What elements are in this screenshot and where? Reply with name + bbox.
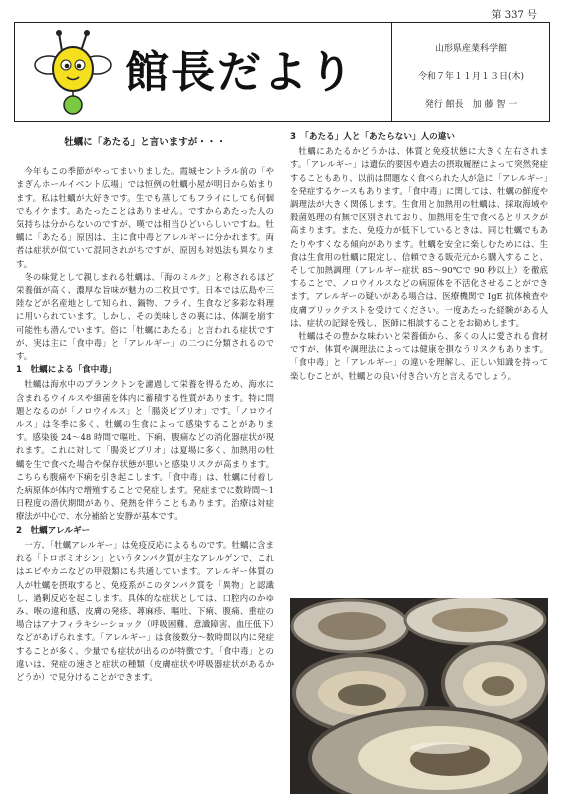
mascot-icon (29, 29, 119, 117)
section-1-heading: 1 牡蠣による「食中毒」 (16, 365, 117, 376)
oyster-photo (290, 598, 548, 794)
intro-paragraph-1: 今年もこの季節がやってまいりました。霞城セントラル前の「やまぎんホールイベント広場」では恒例の牡蠣小屋が明日から始まります。私は牡蠣が大好きです。生でも蒸してもフライにしても何個でもイケます。あたったことはありません。ですからあたった人の気持ちは分からないのですが、嘆では相当ひどいらしいですね。牡蠣に「あたる」原因は、主に食中毒とアレルギーに分かれます。両者は症状が似ていて混同されがちですが、原因も対処法も異なります。 (16, 166, 274, 269)
newsletter-header (14, 22, 550, 122)
section-2-body: 一方、「牡蠣アレルギー」は免疫反応によるものです。牡蠣に含まれる「トロポミオシン」というタンパク質が主なアレルゲンで、これはエビやカニなどの甲殻類にも共通しています。アレルギー体質の人が牡蠣を摂取すると、免疫系がこのタンパク質を「異物」と認識し、過剰反応を起こします。具体的な症状としては、口腔内のかゆみ、喉の違和感、皮膚の発疹、蕁麻疹、嘔吐、下痢、腹痛、重症の場合はアナフィラキシーショック（呼吸困難、意識障害、血圧低下）などがあげられます。「アレルギー」は食後数分〜数時間以内に発症することが多く、少量でも症状が出るのが特徴です。「食中毒」との違いは、発症の速さと症状の種類（皮膚症状や呼吸器症状があるかどうか）で見分けることができます。 (16, 539, 274, 682)
intro-paragraph-2: 冬の味覚として親しまれる牡蠣は、「海のミルク」と称されるほど栄養価が高く、濃厚な旨味が魅力の二枚貝です。日本では広島や三陸などが名産地として知られ、鍋物、フライ、生食など多彩な料理に用いられています。しかし、その美味しさの裏には、体調を崩す可能性も潜んでいます。俗に「牡蠣にあたる」と言われる症状ですが、実は主に「食中毒」と「アレルギー」の二つに分類されるのです。 (16, 271, 274, 362)
section-3-body: 牡蠣にあたるかどうかは、体質と免疫状態に大きく左右されます。「アレルギー」は遺伝的要因や過去の摂取履歴によって突然発症することもあり、以前は問題なく食べられた人が急に「アレルギー」を発症するケースもあります。「食中毒」に関しては、牡蠣の鮮度や調理法が大きく関係します。生食用と加熱用の牡蠣は、採取海域や殺菌処理の有無で区別されており、加熱用を生で食べるとリスクが高まります。また、免疫力が低下しているときは、同じ牡蠣でもあたりやすくなる傾向があります。牡蠣を安全に楽しむためには、生食は生食用の牡蠣に限定し、信頼できる販売元から購入すること、そして加熱調理（アレルギー症状 85〜90℃で 90 秒以上）を徹底することで、ノロウイルスなどの病原体を不活化させることができます。アレルギーの疑いがある場合は、医療機関で IgE 抗体検査や皮膚プリックテストを受けてください。一度あたった経験がある人は、症状の記録を残し、医師に相談することをお勧めします。 (290, 146, 548, 328)
issue-number: 第 337 号 (491, 10, 537, 21)
article-column-left (16, 130, 274, 684)
article-headline: 牡蠣に「あたる」と言いますが・・・ (64, 137, 226, 148)
section-2-heading: 2 牡蠣アレルギー (16, 525, 91, 536)
newsletter-title: 館長だより (125, 47, 355, 98)
organization-name: 山形県産業科学館 (434, 44, 507, 54)
oyster-photo-illustration (290, 598, 548, 794)
section-3-heading: 3 「あたる」人と「あたらない」人の違い (290, 132, 455, 142)
closing-paragraph: 牡蠣はその豊かな味わいと栄養価から、多くの人に愛される食材ですが、体質や調理法によっては健康を損なうリスクもあります。「食中毒」と「アレルギー」の違いを理解し、正しい知識を持って楽しむことが、牡蠣との良い付き合い方と言えるでしょう。 (290, 331, 548, 381)
header-info-box (391, 23, 550, 121)
section-1-body: 牡蠣は海水中のプランクトンを濾過して栄養を得るため、海水に含まれるウイルスや細菌を体内に蓄積する性質があります。特に問題となるのが「ノロウイルス」と「腸炎ビブリオ」です。「ノロウイルス」は冬季に多く、牡蠣の生食によって感染することがあります。感染後 24〜48 時間で嘔吐、下痢、腹痛などの消化器症状が現れます。これに対して「腸炎ビブリオ」は夏場に多く、加熱用の牡蠣を生で食べた場合や保存状態が悪いと感染リスクが高まります。こちらも腹痛や下痢を引き起こします。「食中毒」は、牡蠣に付着した病原体が体内で増殖することで発症します。発症までに数時間〜1 日程度の潜伏期間があり、発熱を伴うこともあります。治療は対症療法が中心で、水分補給と安静が基本です。 (16, 379, 274, 522)
article-column-right (290, 130, 548, 383)
issue-date: 令和７年１１月１３日(木) (417, 72, 525, 82)
publisher-line: 発行 館長 加 藤 智 一 (424, 100, 518, 110)
